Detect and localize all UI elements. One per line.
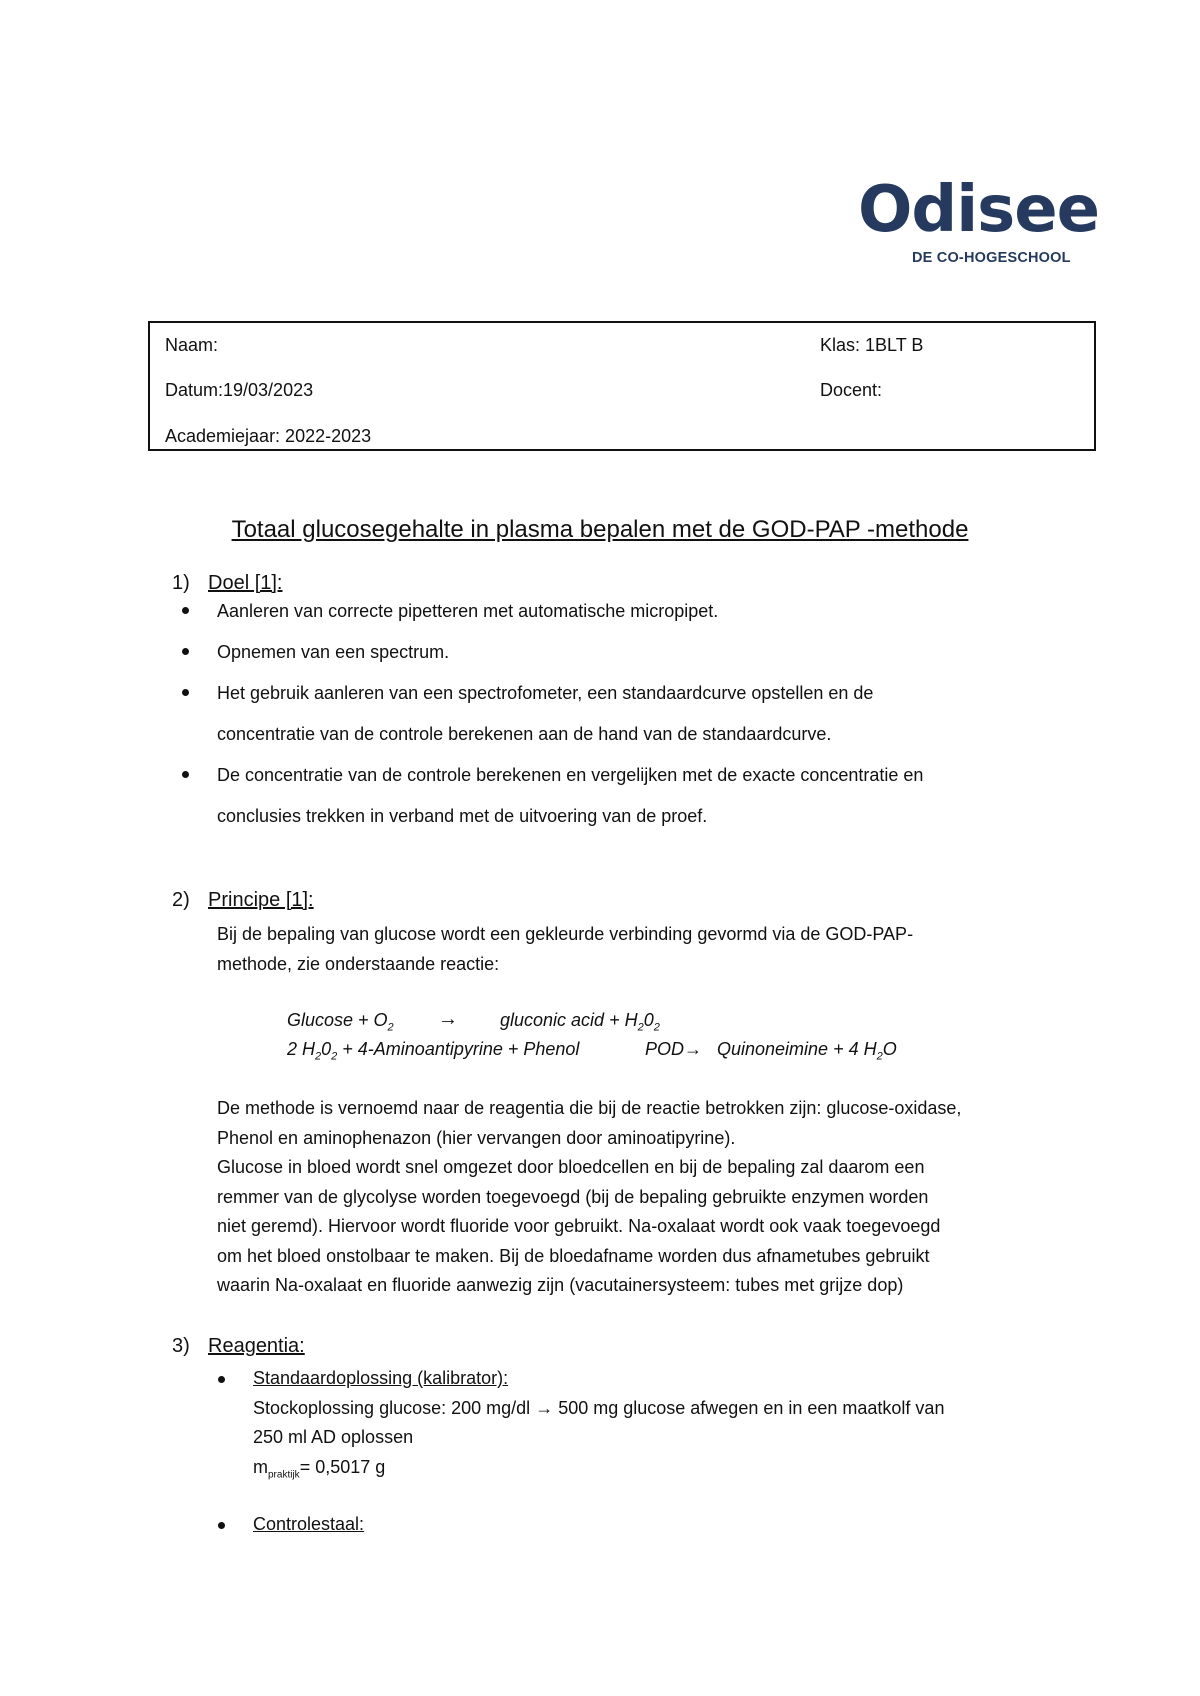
- section-title: Doel [1]:: [208, 572, 283, 594]
- text-line: Glucose in bloed wordt snel omgezet door bloedcellen en bij de bepaling zal daarom een: [217, 1157, 925, 1177]
- section-reagentia-heading: [172, 1335, 572, 1365]
- eq-text: 2 H: [287, 1039, 316, 1059]
- eq-subscript: 2: [315, 1050, 322, 1063]
- text-line: 250 ml AD oplossen: [253, 1427, 414, 1447]
- doel-bullet-2: Opnemen van een spectrum.: [217, 642, 450, 662]
- datum-field: Datum:19/03/2023: [165, 380, 314, 400]
- eq-text: Quinoneimine + 4 H: [717, 1039, 877, 1059]
- text-line: Bij de bepaling van glucose wordt een gekleurde verbinding gevormd via de GOD-PAP-: [217, 924, 914, 944]
- principe-paragraph: [217, 1094, 961, 1301]
- section-number: 2): [172, 889, 190, 911]
- reaction-equation-1-left: [287, 1010, 394, 1034]
- text-line: om het bloed onstolbaar te maken. Bij de bloedafname worden dus afnametubes gebruikt: [217, 1245, 930, 1266]
- klas-field: Klas: 1BLT B: [820, 335, 924, 355]
- section-principe-heading: [172, 889, 572, 919]
- doel-bullet-3-line-2: concentratie van de controle berekenen aan de hand van de standaardcurve.: [217, 724, 832, 744]
- reaction-equation-1-right: [500, 1010, 660, 1034]
- eq-text: 0: [321, 1039, 332, 1059]
- principe-intro: [217, 920, 913, 979]
- text-line: niet geremd). Hiervoor wordt fluoride voor gebruikt. Na-oxalaat wordt ook vaak toegevoegd: [217, 1216, 941, 1236]
- eq-subscript: 2: [637, 1021, 644, 1034]
- eq-subscript: 2: [876, 1050, 883, 1063]
- eq-subscript: 2: [653, 1021, 660, 1034]
- bullet-dot: [182, 689, 189, 696]
- text-line: methode, zie onderstaande reactie:: [217, 953, 500, 974]
- mass-value: = 0,5017 g: [299, 1456, 386, 1477]
- reaction-equation-2-left: [287, 1039, 579, 1063]
- reagent-label: Standaardoplossing (kalibrator):: [253, 1368, 509, 1388]
- bullet-dot: [218, 1376, 225, 1383]
- bullet-dot: [182, 607, 189, 614]
- reaction-arrow: →: [684, 1039, 703, 1059]
- section-number: 3): [172, 1335, 190, 1357]
- section-doel-heading: [172, 572, 572, 602]
- doel-bullet-3-line-1: Het gebruik aanleren van een spectrofometer, een standaardcurve opstellen en de: [217, 683, 874, 703]
- doel-bullet-4-line-1: De concentratie van de controle berekenen en vergelijken met de exacte concentratie en: [217, 765, 924, 785]
- arrow-icon: →: [535, 1397, 554, 1418]
- reaction-equation-2-enzyme: [645, 1039, 702, 1060]
- academiejaar-field: Academiejaar: 2022-2023: [165, 426, 372, 446]
- eq-text: gluconic acid + H: [500, 1010, 638, 1030]
- reaction-arrow: →: [438, 1008, 458, 1030]
- eq-text: + 4-Aminoantipyrine + Phenol: [337, 1039, 580, 1059]
- doel-bullet-4-line-2: conclusies trekken in verband met de uitvoering van de proef.: [217, 806, 708, 826]
- eq-text: 0: [643, 1010, 654, 1030]
- eq-text: O: [882, 1039, 897, 1059]
- text-line: waarin Na-oxalaat en fluoride aanwezig zijn (vacutainersysteem: tubes met grijze dop): [217, 1275, 904, 1295]
- section-title: Principe [1]:: [208, 889, 314, 911]
- eq-text: POD: [645, 1039, 685, 1059]
- bullet-dot: [218, 1522, 225, 1529]
- reagentia-controlestaal: Controlestaal:: [253, 1514, 365, 1534]
- text-segment: m: [253, 1456, 268, 1477]
- section-number: 1): [172, 572, 190, 594]
- eq-subscript: 2: [387, 1021, 394, 1034]
- text-line: De methode is vernoemd naar de reagentia die bij de reactie betrokken zijn: glucose-oxidase,: [217, 1098, 962, 1118]
- text-line: Phenol en aminophenazon (hier vervangen door aminoatipyrine).: [217, 1127, 736, 1148]
- text-segment: Stockoplossing glucose: 200 mg/dl: [253, 1397, 531, 1418]
- text-line: [253, 1394, 944, 1424]
- reaction-equation-2-right: [717, 1039, 897, 1063]
- doel-bullet-1: Aanleren van correcte pipetteren met automatische micropipet.: [217, 601, 719, 621]
- docent-field: Docent:: [820, 380, 883, 400]
- eq-subscript: 2: [331, 1050, 338, 1063]
- text-segment: 500 mg glucose afwegen en in een maatkolf van: [558, 1397, 945, 1418]
- section-title: Reagentia:: [208, 1335, 305, 1357]
- eq-text: Glucose + O: [287, 1010, 388, 1030]
- bullet-dot: [182, 648, 189, 655]
- text-line: remmer van de glycolyse worden toegevoegd (bij de bepaling gebruikte enzymen worden: [217, 1186, 929, 1207]
- naam-field: Naam:: [165, 335, 219, 355]
- bullet-dot: [182, 771, 189, 778]
- mass-line: [253, 1453, 944, 1490]
- reagentia-standaard: [253, 1364, 944, 1490]
- document-title: Totaal glucosegehalte in plasma bepalen met de GOD-PAP -methode: [231, 516, 969, 543]
- odisee-logo: Odisee: [858, 173, 1100, 247]
- mass-subscript: praktijk: [268, 1469, 300, 1481]
- odisee-logo-tagline: DE CO-HOGESCHOOL: [912, 250, 1071, 266]
